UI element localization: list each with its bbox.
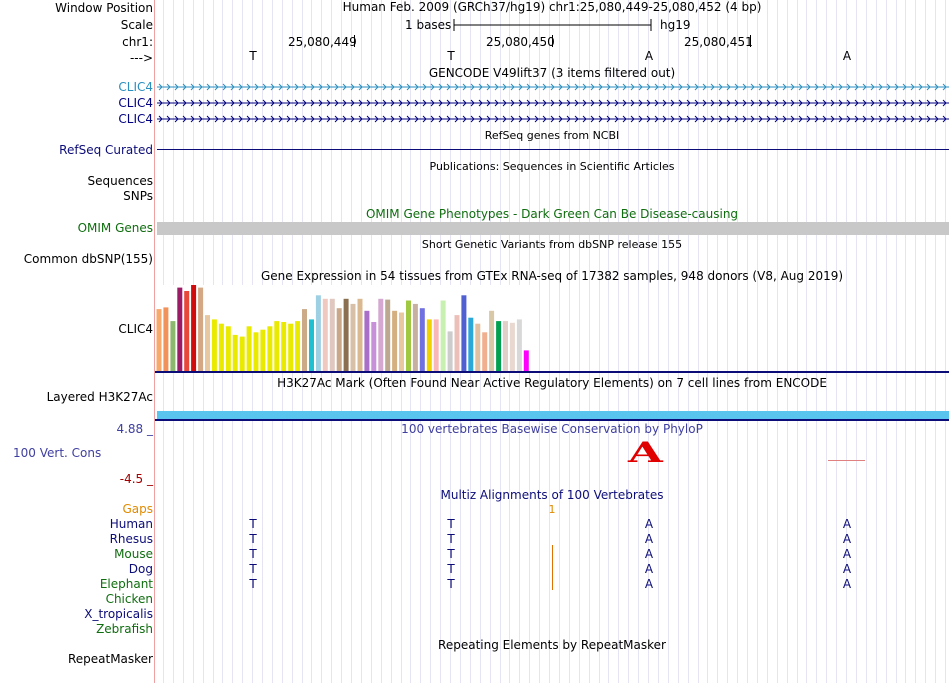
scale-bases: 1 bases [405, 18, 452, 32]
species-label-dog[interactable]: Dog [128, 562, 153, 576]
gtex-bar[interactable] [247, 326, 252, 371]
gencode-item-label[interactable]: CLIC4 [118, 80, 153, 94]
refseq-label[interactable]: RefSeq Curated [59, 143, 153, 157]
gtex-label[interactable]: CLIC4 [118, 322, 153, 336]
aligned-base: T [447, 577, 455, 591]
gtex-bar[interactable] [427, 319, 432, 371]
gtex-bar[interactable] [337, 308, 342, 371]
ruler-tick-3: 25,080,451 [684, 35, 753, 49]
aligned-base: T [447, 517, 455, 531]
aligned-base: A [644, 517, 654, 531]
gtex-bar[interactable] [157, 309, 162, 371]
ruler-tick-marks [0, 34, 950, 48]
species-label-chicken[interactable]: Chicken [105, 592, 153, 606]
gtex-bar[interactable] [288, 324, 293, 371]
refseq-gene-line[interactable] [157, 149, 949, 150]
gtex-bar[interactable] [191, 285, 196, 371]
gtex-bar[interactable] [323, 299, 328, 371]
gtex-bar[interactable] [434, 319, 439, 371]
publications-track-title[interactable]: Publications: Sequences in Scientific Articles [429, 160, 675, 173]
gtex-bar[interactable] [240, 337, 245, 371]
gtex-bar[interactable] [351, 304, 356, 371]
gaps-label[interactable]: Gaps [122, 502, 153, 516]
gtex-bar[interactable] [170, 321, 175, 371]
gtex-bar[interactable] [281, 322, 286, 371]
gtex-bar[interactable] [254, 332, 259, 371]
aligned-base: T [249, 532, 257, 546]
dna-base: T [447, 49, 455, 63]
gtex-bar[interactable] [378, 299, 383, 371]
scale-label: Scale [120, 18, 153, 32]
insertion-marker [552, 545, 553, 560]
gtex-bar-chart[interactable] [155, 283, 535, 371]
species-label-human[interactable]: Human [109, 517, 153, 531]
aligned-base: T [447, 532, 455, 546]
gtex-bar[interactable] [496, 321, 501, 371]
gtex-bar[interactable] [461, 295, 466, 371]
dna-base: A [842, 49, 852, 63]
gtex-bar[interactable] [309, 319, 314, 371]
chrom-label: chr1: [122, 35, 153, 49]
gap-count: 1 [548, 503, 556, 516]
gtex-bar[interactable] [385, 300, 390, 371]
gtex-bar[interactable] [184, 291, 189, 371]
cons-low-signal [828, 460, 865, 461]
gencode-item-label[interactable]: CLIC4 [118, 96, 153, 110]
aligned-base: T [249, 562, 257, 576]
aligned-base: T [249, 547, 257, 561]
gtex-bar[interactable] [316, 295, 321, 371]
gtex-bar[interactable] [295, 321, 300, 371]
species-label-rhesus[interactable]: Rhesus [109, 532, 153, 546]
aligned-base: A [644, 547, 654, 561]
gtex-bar[interactable] [212, 319, 217, 371]
gene-arrow-line[interactable] [157, 115, 949, 123]
h3k27ac-label[interactable]: Layered H3K27Ac [46, 390, 153, 404]
publications-label[interactable]: Sequences [87, 174, 153, 188]
h3k27ac-signal[interactable] [157, 411, 949, 419]
gene-arrow-line[interactable] [157, 83, 949, 91]
window-position-text: Human Feb. 2009 (GRCh37/hg19) chr1:25,080,449-25,080,452 (4 bp) [342, 0, 762, 14]
gtex-bar[interactable] [205, 315, 210, 371]
aligned-base: T [249, 577, 257, 591]
multiz-track-title[interactable]: Multiz Alignments of 100 Vertebrates [440, 488, 664, 502]
gtex-bar[interactable] [219, 324, 224, 371]
ruler-tick-1: 25,080,449 [288, 35, 357, 49]
gtex-bar[interactable] [482, 332, 487, 371]
gtex-bar[interactable] [198, 288, 203, 371]
gtex-bar[interactable] [489, 311, 494, 371]
gtex-bar[interactable] [475, 324, 480, 371]
aligned-base: A [842, 517, 852, 531]
insertion-marker [552, 560, 553, 575]
gtex-bar[interactable] [517, 319, 522, 371]
gencode-item-label[interactable]: CLIC4 [118, 112, 153, 126]
repeatmasker-track-title[interactable]: Repeating Elements by RepeatMasker [438, 638, 666, 652]
aligned-base: A [644, 577, 654, 591]
omim-track-title[interactable]: OMIM Gene Phenotypes - Dark Green Can Be Disease-causing [365, 207, 739, 221]
gtex-bar[interactable] [510, 323, 515, 371]
gtex-bar[interactable] [392, 311, 397, 371]
refseq-track-title[interactable]: RefSeq genes from NCBI [484, 129, 620, 142]
aligned-base: T [447, 562, 455, 576]
gtex-bar[interactable] [177, 288, 182, 371]
omim-feature-bar[interactable] [157, 222, 949, 235]
aligned-base: A [842, 532, 852, 546]
dna-base: A [644, 49, 654, 63]
gtex-bar[interactable] [364, 311, 369, 371]
gtex-bar[interactable] [441, 301, 446, 372]
window-position-label: Window Position [55, 1, 153, 15]
aligned-base: A [842, 577, 852, 591]
gtex-track-title[interactable]: Gene Expression in 54 tissues from GTEx RNA-seq of 17382 samples, 948 donors (V8, Aug 2019) [260, 269, 844, 283]
gtex-bar[interactable] [524, 350, 529, 371]
cons-min-value: -4.5 _ [119, 472, 153, 486]
gene-arrow-line[interactable] [157, 99, 949, 107]
gtex-bar[interactable] [371, 322, 376, 371]
gtex-bar[interactable] [448, 331, 453, 371]
species-label-elephant[interactable]: Elephant [99, 577, 153, 591]
gtex-bar[interactable] [233, 335, 238, 371]
aligned-base: T [249, 517, 257, 531]
dbsnp-label[interactable]: Common dbSNP(155) [23, 252, 153, 266]
aligned-base: A [644, 532, 654, 546]
dna-base: T [249, 49, 257, 63]
aligned-base: A [842, 562, 852, 576]
dbsnp-track-title[interactable]: Short Genetic Variants from dbSNP release 155 [421, 238, 683, 251]
gtex-bar[interactable] [344, 299, 349, 371]
gtex-bar[interactable] [420, 308, 425, 371]
repeatmasker-label[interactable]: RepeatMasker [67, 652, 153, 666]
cons-track-title[interactable]: 100 vertebrates Basewise Conservation by PhyloP [401, 422, 703, 436]
insertion-marker [552, 575, 553, 590]
cons-base-glyph[interactable]: A [628, 436, 663, 469]
h3k27ac-baseline [155, 419, 949, 421]
gtex-bar[interactable] [358, 299, 363, 371]
h3k27ac-track-title[interactable]: H3K27Ac Mark (Often Found Near Active Regulatory Elements) on 7 cell lines from ENCODE [277, 376, 827, 390]
aligned-base: T [447, 547, 455, 561]
gtex-bar[interactable] [399, 313, 404, 372]
gtex-bar[interactable] [302, 309, 307, 371]
gtex-bar[interactable] [330, 299, 335, 371]
gtex-bar[interactable] [468, 318, 473, 371]
publications-label[interactable]: SNPs [123, 189, 153, 203]
scale-assembly: hg19 [660, 18, 691, 32]
gencode-track-title[interactable]: GENCODE V49lift37 (3 items filtered out) [428, 66, 676, 80]
scale-bar [453, 16, 653, 32]
gtex-bar[interactable] [503, 321, 508, 371]
species-label-mouse[interactable]: Mouse [114, 547, 153, 561]
species-label-x_tropicalis[interactable]: X_tropicalis [84, 607, 153, 621]
gtex-bar[interactable] [406, 301, 411, 372]
aligned-base: A [842, 547, 852, 561]
gtex-bar[interactable] [455, 315, 460, 371]
gtex-bar[interactable] [274, 321, 279, 371]
strand-label: ---> [129, 51, 153, 65]
gtex-bar[interactable] [163, 307, 168, 371]
aligned-base: A [644, 562, 654, 576]
species-label-zebrafish[interactable]: Zebrafish [96, 622, 153, 636]
gtex-baseline [155, 371, 949, 373]
omim-label[interactable]: OMIM Genes [77, 221, 153, 235]
gtex-bar[interactable] [226, 326, 231, 371]
cons-max-value: 4.88 _ [116, 422, 153, 436]
ruler-tick-2: 25,080,450 [486, 35, 555, 49]
gtex-bar[interactable] [267, 326, 272, 371]
cons-label[interactable]: 100 Vert. Cons [13, 446, 102, 460]
gtex-bar[interactable] [413, 304, 418, 371]
gtex-bar[interactable] [260, 330, 265, 371]
